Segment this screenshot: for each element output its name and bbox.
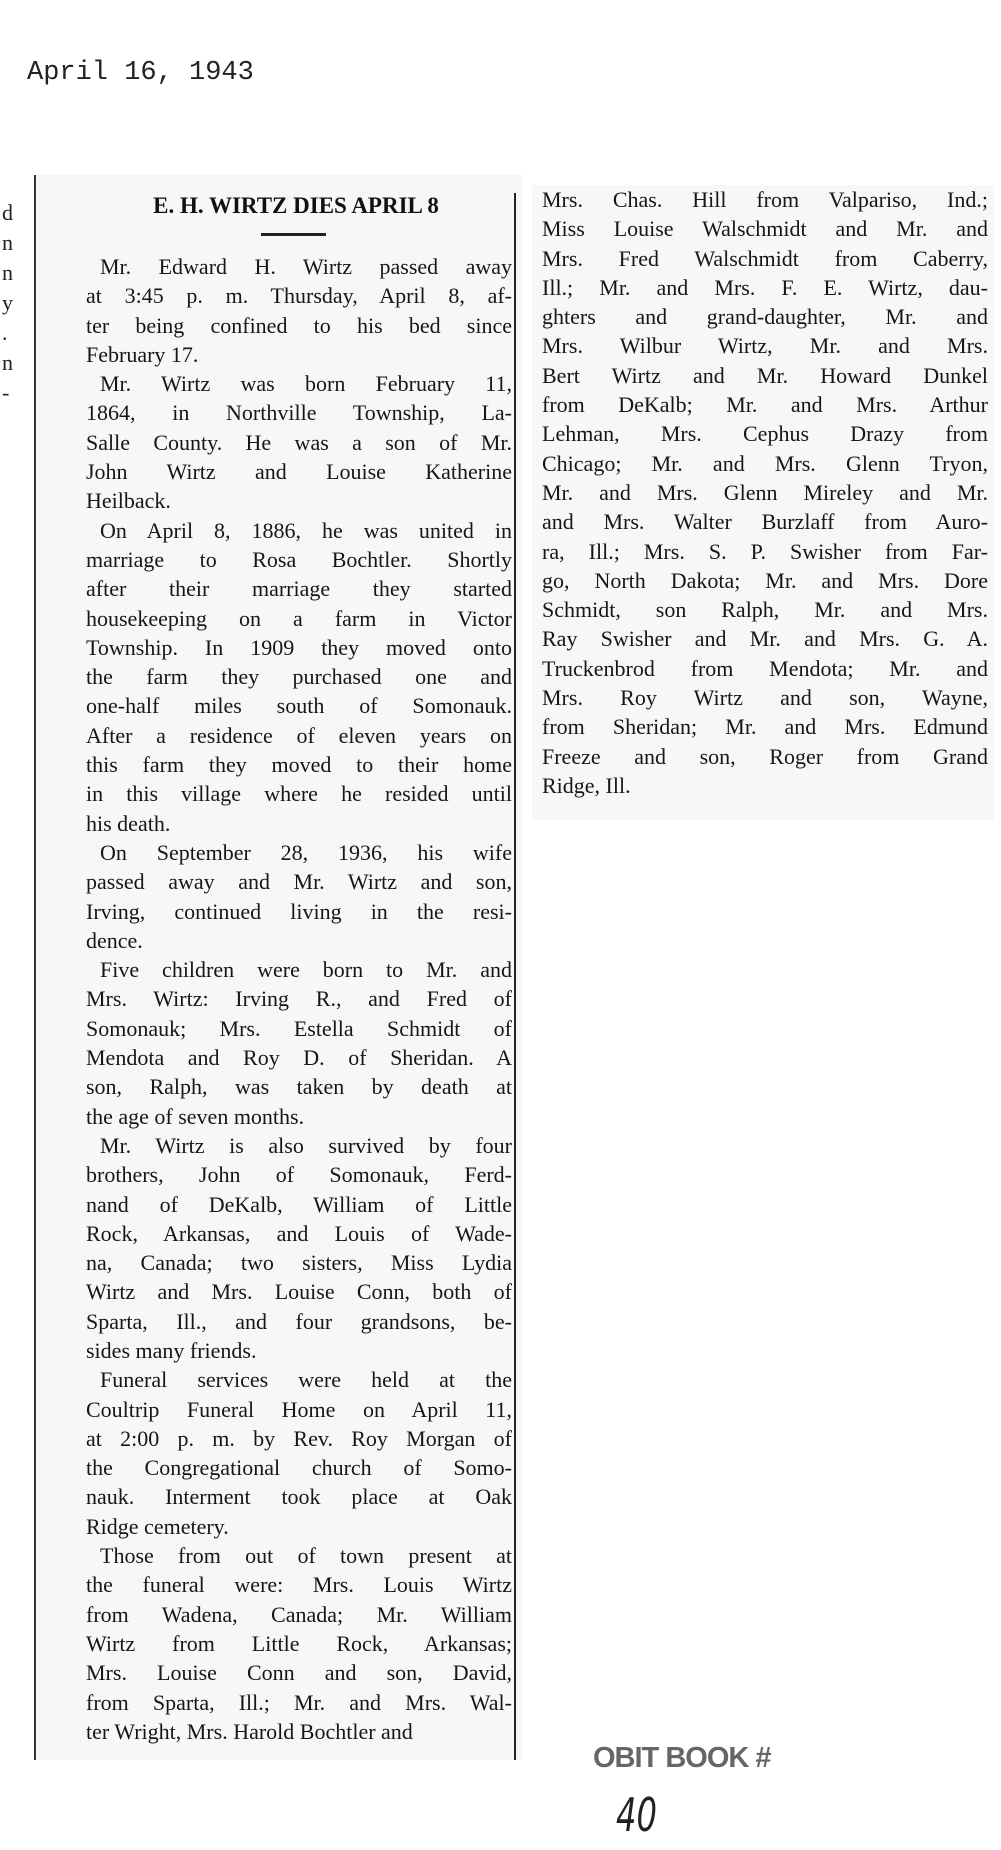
article-body-right	[542, 185, 988, 800]
article-line: at 2:00 p. m. by Rev. Roy Morgan of	[86, 1425, 512, 1451]
fragment-letter: n	[2, 230, 13, 255]
article-line: Mr. Wirtz was born February 11,	[100, 371, 512, 397]
article-line: February 17.	[86, 341, 199, 367]
article-line: Truckenbrod from Mendota; Mr. and	[542, 655, 988, 681]
article-line: Heilback.	[86, 488, 171, 514]
article-line: Wirtz and Mrs. Louise Conn, both of	[86, 1279, 512, 1305]
article-line: Wirtz from Little Rock, Arkansas;	[86, 1630, 512, 1656]
article-line: Chicago; Mr. and Mrs. Glenn Tryon,	[542, 450, 988, 476]
article-line: 1864, in Northville Township, La-	[86, 400, 512, 426]
fragment-letter: y	[2, 290, 13, 315]
article-line: ghters and grand-daughter, Mr. and	[542, 304, 988, 330]
article-line: Mr. and Mrs. Glenn Mireley and Mr.	[542, 479, 988, 505]
article-line: Freeze and son, Roger from Grand	[542, 743, 988, 769]
article-line: nand of DeKalb, William of Little	[86, 1191, 512, 1217]
obit-book-stamp: OBIT BOOK #	[593, 1742, 771, 1774]
article-line: Mr. Edward H. Wirtz passed away	[100, 254, 512, 279]
article-line: On September 28, 1936, his wife	[100, 839, 512, 865]
article-line: son, Ralph, was taken by death at	[86, 1074, 512, 1100]
article-line: nauk. Interment took place at Oak	[86, 1484, 512, 1510]
article-line: Mrs. Roy Wirtz and son, Wayne,	[542, 685, 988, 711]
article-line: Bert Wirtz and Mr. Howard Dunkel	[542, 362, 988, 388]
article-line: Mrs. Fred Walschmidt from Caberry,	[542, 245, 988, 271]
article-line: Sparta, Ill., and four grandsons, be-	[86, 1308, 512, 1334]
article-line: after their marriage they started	[86, 576, 512, 602]
fragment-letter: d	[2, 200, 13, 225]
article-line: the funeral were: Mrs. Louis Wirtz	[86, 1572, 512, 1598]
article-line: from Sheridan; Mr. and Mrs. Edmund	[542, 714, 988, 740]
article-clipping-left-column	[34, 175, 522, 1760]
article-line: his death.	[86, 810, 171, 836]
fragment-letter: .	[2, 320, 8, 345]
article-line: John Wirtz and Louise Katherine	[86, 459, 512, 485]
fragment-letter: n	[2, 350, 13, 375]
article-line: Mrs. Louise Conn and son, David,	[86, 1660, 512, 1686]
article-line: the age of seven months.	[86, 1103, 305, 1129]
article-line: Funeral services were held at the	[100, 1367, 512, 1393]
article-line: the farm they purchased one and	[86, 664, 512, 690]
article-line: Ridge, Ill.	[542, 772, 631, 798]
article-line: Ill.; Mr. and Mrs. F. E. Wirtz, dau-	[542, 274, 988, 300]
date-header: April 16, 1943	[27, 58, 254, 88]
article-line: ter Wright, Mrs. Harold Bochtler and	[86, 1718, 413, 1744]
article-line: in this village where he resided until	[86, 781, 512, 807]
article-line: one-half miles south of Somonauk.	[86, 693, 512, 719]
article-line: Coultrip Funeral Home on April 11,	[86, 1396, 512, 1422]
column-rule	[514, 193, 516, 1760]
article-line: ra, Ill.; Mrs. S. P. Swisher from Far-	[542, 538, 988, 564]
article-line: Mrs. Wilbur Wirtz, Mr. and Mrs.	[542, 333, 988, 359]
article-line: ter being confined to his bed since	[86, 312, 512, 338]
article-line: Salle County. He was a son of Mr.	[86, 429, 512, 455]
article-line: sides many friends.	[86, 1337, 257, 1363]
article-line: Rock, Arkansas, and Louis of Wade-	[86, 1220, 512, 1246]
article-line: na, Canada; two sisters, Miss Lydia	[86, 1250, 512, 1276]
article-line: passed away and Mr. Wirtz and son,	[86, 869, 512, 895]
article-line: dence.	[86, 927, 143, 953]
article-title: E. H. WIRTZ DIES APRIL 8	[153, 193, 439, 218]
article-line: Schmidt, son Ralph, Mr. and Mrs.	[542, 597, 988, 623]
article-line: this farm they moved to their home	[86, 752, 512, 778]
article-line: Ridge cemetery.	[86, 1513, 229, 1539]
article-line: Mrs. Wirtz: Irving R., and Fred of	[86, 986, 512, 1012]
article-line: Mrs. Chas. Hill from Valpariso, Ind.;	[542, 187, 988, 212]
article-body-left	[86, 252, 512, 1746]
article-line: Five children were born to Mr. and	[100, 957, 512, 983]
article-line: Lehman, Mrs. Cephus Drazy from	[542, 421, 988, 447]
article-line: housekeeping on a farm in Victor	[86, 605, 512, 631]
article-line: the Congregational church of Somo-	[86, 1455, 512, 1481]
article-line: On April 8, 1886, he was united in	[100, 517, 512, 543]
article-line: Mendota and Roy D. of Sheridan. A	[86, 1045, 512, 1071]
article-line: marriage to Rosa Bochtler. Shortly	[86, 546, 512, 572]
article-line: After a residence of eleven years on	[86, 722, 512, 748]
article-line: Township. In 1909 they moved onto	[86, 634, 512, 660]
fragment-letter: -	[2, 380, 10, 405]
article-line: at 3:45 p. m. Thursday, April 8, af-	[86, 283, 512, 309]
article-clipping-right-column	[532, 185, 994, 820]
article-line: Miss Louise Walschmidt and Mr. and	[542, 216, 988, 242]
article-line: and Mrs. Walter Burzlaff from Auro-	[542, 509, 988, 535]
article-line: Mr. Wirtz is also survived by four	[100, 1132, 512, 1158]
article-line: Somonauk; Mrs. Estella Schmidt of	[86, 1015, 512, 1041]
article-line: brothers, John of Somonauk, Ferd-	[86, 1162, 512, 1188]
adjacent-column-fragments	[2, 198, 13, 408]
article-line: Those from out of town present at	[100, 1543, 512, 1569]
article-line: Irving, continued living in the resi-	[86, 898, 512, 924]
article-line: from Wadena, Canada; Mr. William	[86, 1601, 512, 1627]
article-line: from DeKalb; Mr. and Mrs. Arthur	[542, 392, 988, 418]
obit-book-number: 40	[616, 1788, 657, 1842]
article-line: from Sparta, Ill.; Mr. and Mrs. Wal-	[86, 1689, 512, 1715]
article-line: Ray Swisher and Mr. and Mrs. G. A.	[542, 626, 988, 652]
article-line: go, North Dakota; Mr. and Mrs. Dore	[542, 567, 988, 593]
title-divider	[261, 233, 326, 236]
fragment-letter: n	[2, 260, 13, 285]
